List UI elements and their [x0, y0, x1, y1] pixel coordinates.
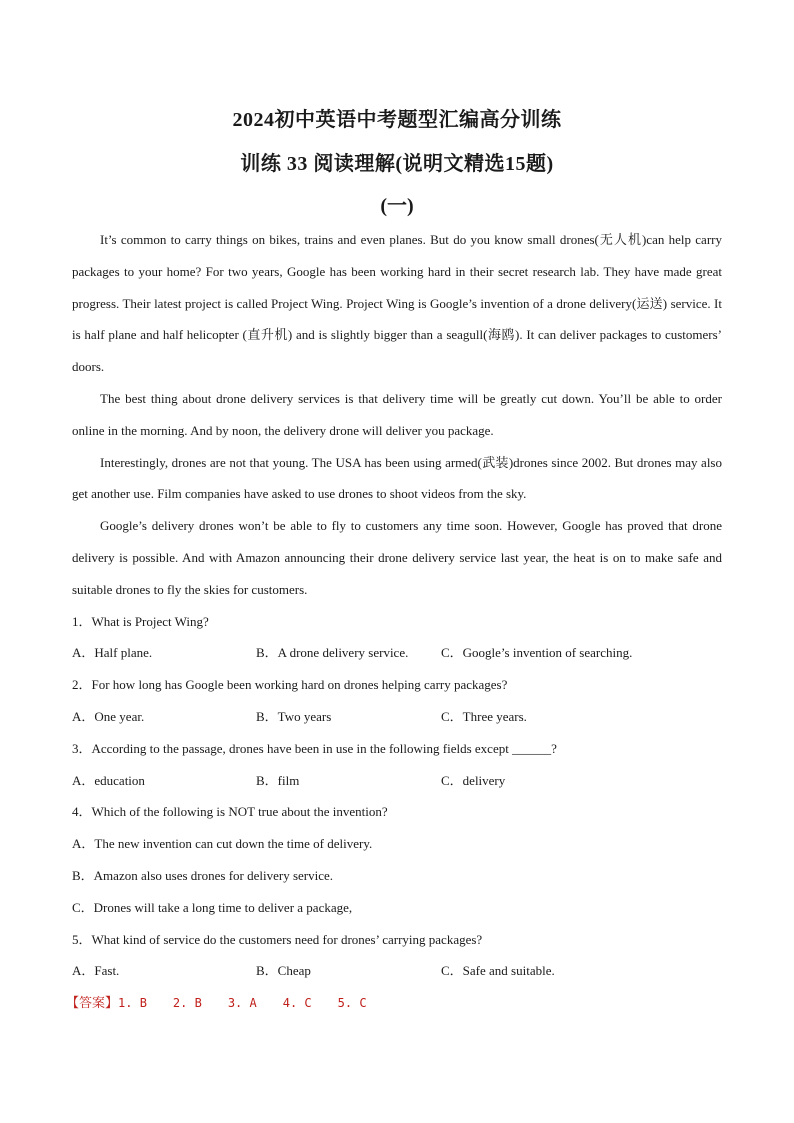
option-b: B．Amazon also uses drones for delivery service.	[72, 867, 334, 883]
option-c: C．Drones will take a long time to deliver a package,	[72, 899, 353, 915]
question-4: 4．Which of the following is NOT true about the invention?	[72, 804, 388, 820]
option-c: C．delivery	[441, 772, 506, 788]
answer-item: 5. C	[337, 996, 367, 1011]
option-c: C．Three years.	[441, 708, 527, 724]
option-b: B．A drone delivery service.	[256, 645, 409, 661]
section-heading: (一)	[380, 195, 414, 217]
question-2-options	[72, 701, 722, 733]
document-subtitle: 训练 33 阅读理解(说明文精选15题)	[240, 153, 554, 175]
option-a: A．Half plane.	[72, 645, 153, 661]
question-3-options	[72, 765, 722, 797]
question-2: 2．For how long has Google been working hard on drones helping carry packages?	[72, 677, 508, 693]
question-4-option-c-row	[72, 892, 722, 924]
question-1: 1．What is Project Wing?	[72, 613, 209, 629]
document-body	[66, 224, 722, 1020]
option-b: B．film	[256, 772, 300, 788]
question-4-option-a-row	[72, 828, 722, 860]
answer-key	[66, 987, 722, 1020]
paragraph: The best thing about drone delivery services is that delivery time will be greatly cut down. You’ll be able to order online in the morning. And by noon, the delivery drone will deliver you package.	[72, 390, 722, 438]
question-4-option-b-row	[72, 860, 722, 892]
option-a: A．One year.	[72, 708, 145, 724]
option-a: A．The new invention can cut down the time of delivery.	[72, 836, 373, 852]
paragraph: Google’s delivery drones won’t be able to fly to customers any time soon. However, Google has proved that drone delivery is possible. And with Amazon announcing their drone delivery service last year, the heat is on to make safe and suitable drones to fly the skies for customers.	[72, 518, 722, 597]
option-c: C．Safe and suitable.	[441, 963, 555, 979]
question-3: 3．According to the passage, drones have been in use in the following fields except ______?	[72, 740, 557, 756]
question-5: 5．What kind of service do the customers need for drones’ carrying packages?	[72, 931, 483, 947]
answer-item: 1. B	[118, 996, 147, 1011]
paragraph: It’s common to carry things on bikes, trains and even planes. But do you know small drones(无人机)can help carry packages to your home? For two years, Google has been working hard in their secret research lab. They have made great progress. Their latest project is called Project Wing. Project Wing is Google’s invention of a drone delivery(运送) service. It is half plane and half helicopter (直升机) and is slightly bigger than a seagull(海鸥). It can deliver packages to customers’ doors.	[72, 232, 722, 375]
answer-item: 2. B	[172, 996, 202, 1011]
paragraph: Interestingly, drones are not that young. The USA has been using armed(武装)drones since 2002. But drones may also get another use. Film companies have asked to use drones to shoot videos from the sky.	[72, 454, 722, 502]
document-title: 2024初中英语中考题型汇编高分训练	[232, 109, 562, 131]
answer-item: 4. C	[282, 996, 312, 1011]
option-a: A．education	[72, 772, 145, 788]
answer-label: 【答案】	[66, 995, 119, 1011]
answer-item: 3. A	[227, 996, 257, 1011]
question-5-options	[72, 955, 722, 987]
option-a: A．Fast.	[72, 963, 120, 979]
option-b: B．Cheap	[256, 963, 311, 979]
option-b: B．Two years	[256, 708, 332, 724]
question-1-options	[72, 637, 722, 669]
option-c: C．Google’s invention of searching.	[441, 645, 633, 661]
